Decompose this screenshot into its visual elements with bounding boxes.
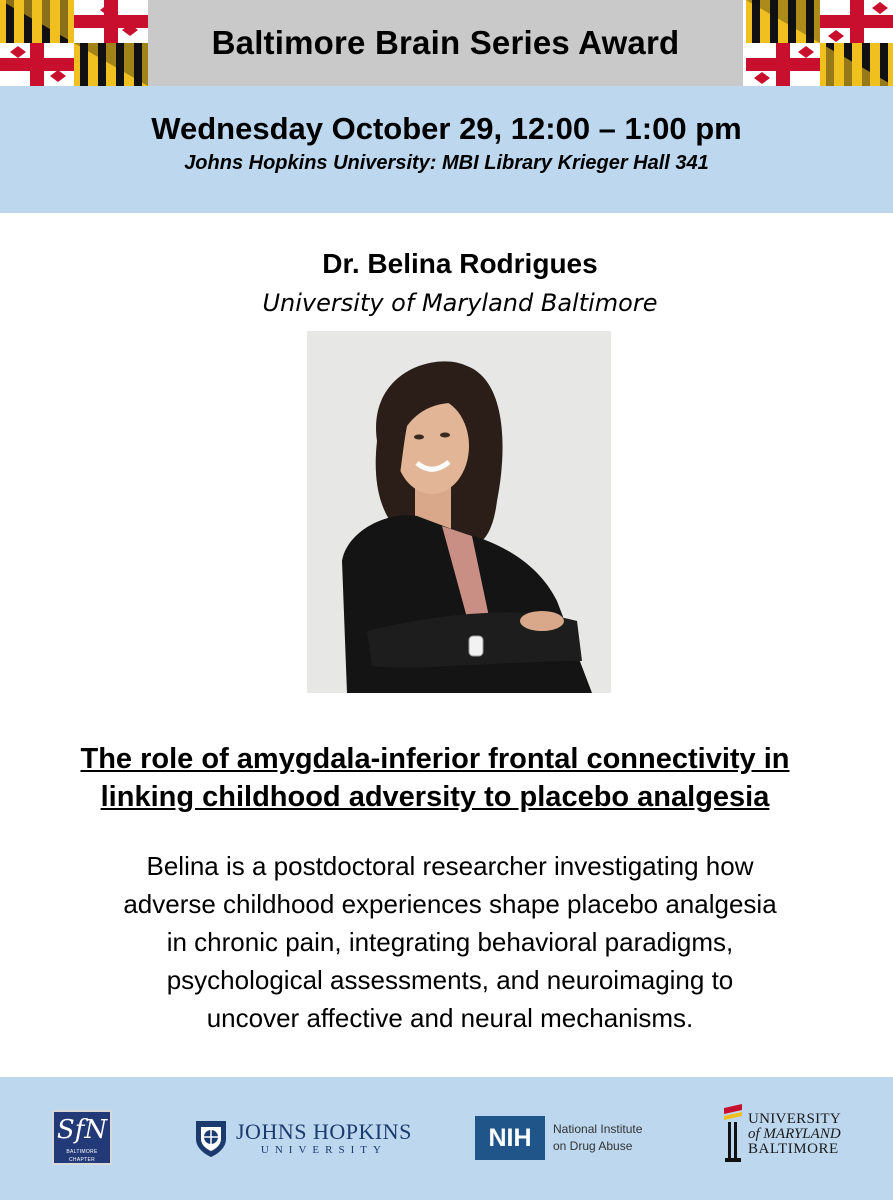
umb-logo-line2: of MARYLAND xyxy=(748,1126,841,1142)
talk-title xyxy=(0,740,870,816)
nih-nida-logo xyxy=(475,1116,642,1160)
jhu-logo xyxy=(194,1117,412,1161)
talk-title-line: linking childhood adversity to placebo analgesia xyxy=(100,781,770,813)
title-bar xyxy=(148,0,743,86)
speaker-portrait-icon xyxy=(307,331,611,693)
umb-logo-line1: UNIVERSITY xyxy=(748,1111,841,1127)
event-info-band xyxy=(0,86,893,213)
speaker-photo xyxy=(307,331,611,693)
nih-logo-box: NIH xyxy=(475,1116,545,1160)
event-location: Johns Hopkins University: MBI Library Krieger Hall 341 xyxy=(184,152,709,174)
page-title: Baltimore Brain Series Award xyxy=(211,24,680,61)
maryland-flag-icon xyxy=(0,0,148,86)
umb-logo-line3: BALTIMORE xyxy=(748,1141,839,1157)
nih-logo-line1: National Institute xyxy=(553,1122,643,1136)
speaker-affiliation: University of Maryland Baltimore xyxy=(262,289,658,317)
jhu-shield-icon xyxy=(194,1119,228,1159)
sfn-logo-mark: SfN xyxy=(56,1115,108,1145)
bio-line: psychological assessments, and neuroimaging to xyxy=(166,965,734,995)
umb-lamp-icon xyxy=(722,1102,744,1164)
sfn-logo-sub: BALTIMORE CHAPTER xyxy=(66,1149,98,1163)
speaker-bio xyxy=(55,847,845,1037)
bio-line: in chronic pain, integrating behavioral paradigms, xyxy=(166,927,734,957)
bio-line: adverse childhood experiences shape placebo analgesia xyxy=(123,889,777,919)
bio-line: Belina is a postdoctoral researcher investigating how xyxy=(146,851,754,881)
maryland-flag-icon xyxy=(745,0,893,86)
maryland-flag-left xyxy=(0,0,148,86)
jhu-logo-line2: UNIVERSITY xyxy=(260,1144,387,1156)
event-date-time: Wednesday October 29, 12:00 – 1:00 pm xyxy=(151,111,742,146)
nih-logo-line2: on Drug Abuse xyxy=(553,1139,633,1153)
talk-title-line: The role of amygdala-inferior frontal connectivity in xyxy=(80,743,790,775)
speaker-name: Dr. Belina Rodrigues xyxy=(322,248,598,279)
jhu-logo-line1: JOHNS HOPKINS xyxy=(236,1119,412,1144)
bio-line: uncover affective and neural mechanisms. xyxy=(206,1003,694,1033)
umb-logo xyxy=(722,1102,841,1164)
maryland-flag-right xyxy=(745,0,893,86)
sfn-baltimore-logo xyxy=(52,1110,112,1165)
